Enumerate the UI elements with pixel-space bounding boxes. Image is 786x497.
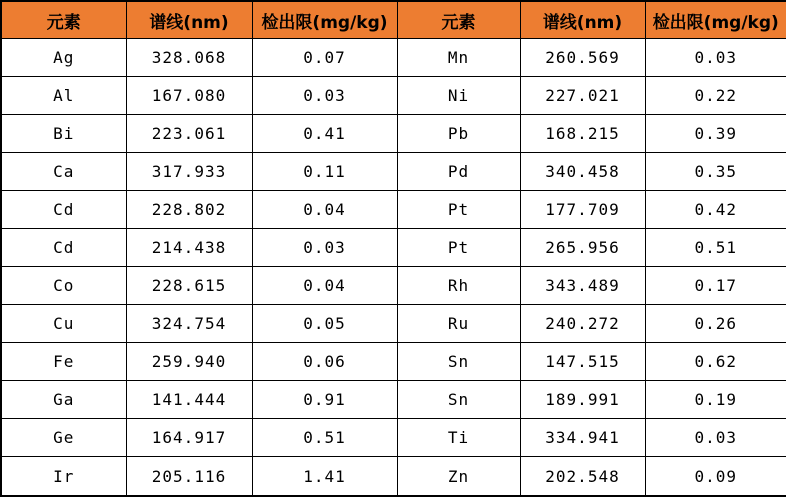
- cell-detection-limit: 1.41: [252, 457, 397, 496]
- header-cell: 谱线(nm): [126, 1, 252, 39]
- header-cell: 谱线(nm): [520, 1, 645, 39]
- cell-detection-limit: 0.39: [645, 115, 786, 153]
- cell-spectral-line: 259.940: [126, 343, 252, 381]
- cell-detection-limit: 0.03: [252, 229, 397, 267]
- cell-spectral-line: 164.917: [126, 419, 252, 457]
- table-row: [1, 343, 786, 381]
- cell-spectral-line: 167.080: [126, 77, 252, 115]
- cell-detection-limit: 0.42: [645, 191, 786, 229]
- cell-spectral-line: 202.548: [520, 457, 645, 496]
- cell-spectral-line: 227.021: [520, 77, 645, 115]
- cell-spectral-line: 334.941: [520, 419, 645, 457]
- cell-detection-limit: 0.26: [645, 305, 786, 343]
- cell-element: Sn: [397, 343, 520, 381]
- cell-spectral-line: 205.116: [126, 457, 252, 496]
- cell-detection-limit: 0.03: [252, 77, 397, 115]
- cell-spectral-line: 228.802: [126, 191, 252, 229]
- cell-detection-limit: 0.17: [645, 267, 786, 305]
- cell-element: Pt: [397, 191, 520, 229]
- cell-detection-limit: 0.35: [645, 153, 786, 191]
- table-row: [1, 191, 786, 229]
- cell-element: Sn: [397, 381, 520, 419]
- cell-detection-limit: 0.19: [645, 381, 786, 419]
- cell-element: Rh: [397, 267, 520, 305]
- cell-element: Mn: [397, 39, 520, 77]
- header-cell: 元素: [397, 1, 520, 39]
- header-cell: 检出限(mg/kg): [252, 1, 397, 39]
- cell-spectral-line: 340.458: [520, 153, 645, 191]
- cell-spectral-line: 260.569: [520, 39, 645, 77]
- cell-element: Zn: [397, 457, 520, 496]
- table-row: [1, 419, 786, 457]
- cell-detection-limit: 0.91: [252, 381, 397, 419]
- cell-detection-limit: 0.05: [252, 305, 397, 343]
- cell-element: Ti: [397, 419, 520, 457]
- cell-spectral-line: 328.068: [126, 39, 252, 77]
- table-row: [1, 115, 786, 153]
- cell-element: Ca: [1, 153, 126, 191]
- cell-detection-limit: 0.09: [645, 457, 786, 496]
- cell-spectral-line: 147.515: [520, 343, 645, 381]
- cell-detection-limit: 0.03: [645, 419, 786, 457]
- cell-element: Ge: [1, 419, 126, 457]
- header-cell: 元素: [1, 1, 126, 39]
- cell-detection-limit: 0.22: [645, 77, 786, 115]
- cell-detection-limit: 0.51: [252, 419, 397, 457]
- cell-element: Ag: [1, 39, 126, 77]
- table-row: [1, 381, 786, 419]
- cell-element: Ni: [397, 77, 520, 115]
- table-row: [1, 305, 786, 343]
- cell-spectral-line: 265.956: [520, 229, 645, 267]
- cell-element: Cu: [1, 305, 126, 343]
- cell-detection-limit: 0.03: [645, 39, 786, 77]
- cell-element: Bi: [1, 115, 126, 153]
- table-row: [1, 153, 786, 191]
- cell-element: Ga: [1, 381, 126, 419]
- cell-spectral-line: 228.615: [126, 267, 252, 305]
- table-row: [1, 267, 786, 305]
- cell-spectral-line: 343.489: [520, 267, 645, 305]
- cell-element: Ru: [397, 305, 520, 343]
- cell-element: Cd: [1, 229, 126, 267]
- table-row: [1, 77, 786, 115]
- table-header: [1, 1, 786, 39]
- cell-spectral-line: 324.754: [126, 305, 252, 343]
- table-row: [1, 229, 786, 267]
- cell-element: Pd: [397, 153, 520, 191]
- cell-spectral-line: 168.215: [520, 115, 645, 153]
- cell-spectral-line: 189.991: [520, 381, 645, 419]
- cell-detection-limit: 0.41: [252, 115, 397, 153]
- cell-element: Co: [1, 267, 126, 305]
- cell-detection-limit: 0.07: [252, 39, 397, 77]
- cell-spectral-line: 240.272: [520, 305, 645, 343]
- header-row: [1, 1, 786, 39]
- table-body: [1, 39, 786, 497]
- cell-detection-limit: 0.51: [645, 229, 786, 267]
- table-row: [1, 457, 786, 496]
- cell-detection-limit: 0.11: [252, 153, 397, 191]
- cell-spectral-line: 223.061: [126, 115, 252, 153]
- cell-spectral-line: 177.709: [520, 191, 645, 229]
- header-cell: 检出限(mg/kg): [645, 1, 786, 39]
- cell-detection-limit: 0.06: [252, 343, 397, 381]
- cell-spectral-line: 317.933: [126, 153, 252, 191]
- cell-detection-limit: 0.62: [645, 343, 786, 381]
- cell-element: Fe: [1, 343, 126, 381]
- table-row: [1, 39, 786, 77]
- cell-element: Al: [1, 77, 126, 115]
- cell-detection-limit: 0.04: [252, 191, 397, 229]
- cell-detection-limit: 0.04: [252, 267, 397, 305]
- cell-element: Cd: [1, 191, 126, 229]
- cell-spectral-line: 141.444: [126, 381, 252, 419]
- cell-element: Pt: [397, 229, 520, 267]
- cell-spectral-line: 214.438: [126, 229, 252, 267]
- cell-element: Pb: [397, 115, 520, 153]
- cell-element: Ir: [1, 457, 126, 496]
